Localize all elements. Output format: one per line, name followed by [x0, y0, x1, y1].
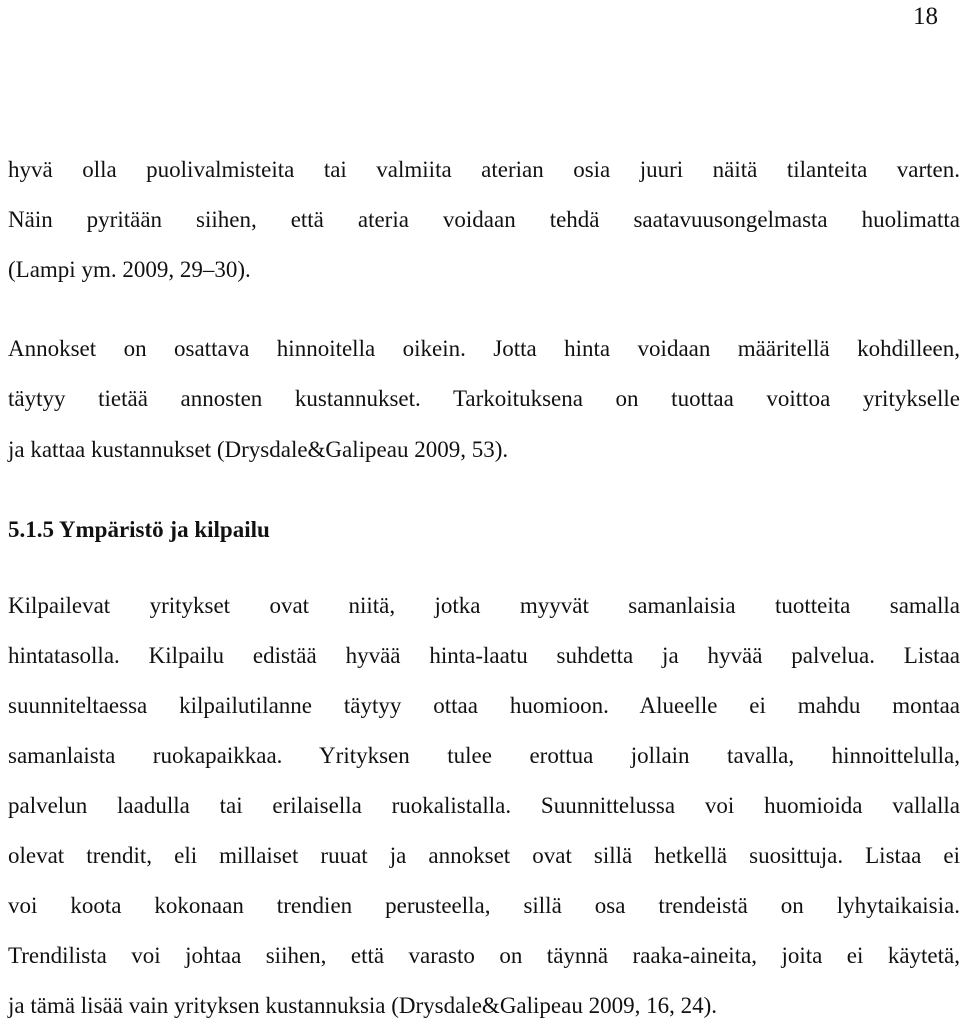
paragraph-line: Annokset on osattava hinnoitella oikein. Jotta hinta voidaan määritellä kohdilleen,: [8, 336, 960, 361]
section-heading: 5.1.5 Ympäristö ja kilpailu: [8, 517, 270, 542]
paragraph-line: samanlaista ruokapaikkaa. Yrityksen tulee erottua jollain tavalla, hinnoittelulla,: [8, 743, 960, 768]
paragraph-line: palvelun laadulla tai erilaisella ruokalistalla. Suunnittelussa voi huomioida vallalla: [8, 793, 960, 818]
paragraph-line: hyvä olla puolivalmisteita tai valmiita aterian osia juuri näitä tilanteita varten.: [8, 157, 960, 182]
paragraph-line: ja kattaa kustannukset (Drysdale&Galipeau 2009, 53).: [8, 437, 509, 462]
paragraph-line: Trendilista voi johtaa siihen, että varasto on täynnä raaka-aineita, joita ei käytetä,: [8, 943, 960, 968]
paragraph-line: Näin pyritään siihen, että ateria voidaan tehdä saatavuusongelmasta huolimatta: [8, 207, 960, 232]
paragraph-line: ja tämä lisää vain yrityksen kustannuksia (Drysdale&Galipeau 2009, 16, 24).: [8, 993, 717, 1018]
paragraph-line: hintatasolla. Kilpailu edistää hyvää hinta-laatu suhdetta ja hyvää palvelua. Listaa: [8, 643, 960, 668]
paragraph-line: (Lampi ym. 2009, 29–30).: [8, 257, 251, 282]
paragraph-line: suunniteltaessa kilpailutilanne täytyy ottaa huomioon. Alueelle ei mahdu montaa: [8, 693, 960, 718]
paragraph-line: täytyy tietää annosten kustannukset. Tarkoituksena on tuottaa voittoa yritykselle: [8, 386, 960, 411]
paragraph-line: olevat trendit, eli millaiset ruuat ja annokset ovat sillä hetkellä suosittuja. Listaa ei: [8, 843, 960, 868]
paragraph-line: voi koota kokonaan trendien perusteella, sillä osa trendeistä on lyhytaikaisia.: [8, 893, 960, 918]
paragraph-line: Kilpailevat yritykset ovat niitä, jotka myyvät samanlaisia tuotteita samalla: [8, 593, 960, 618]
page-number: 18: [913, 3, 938, 30]
